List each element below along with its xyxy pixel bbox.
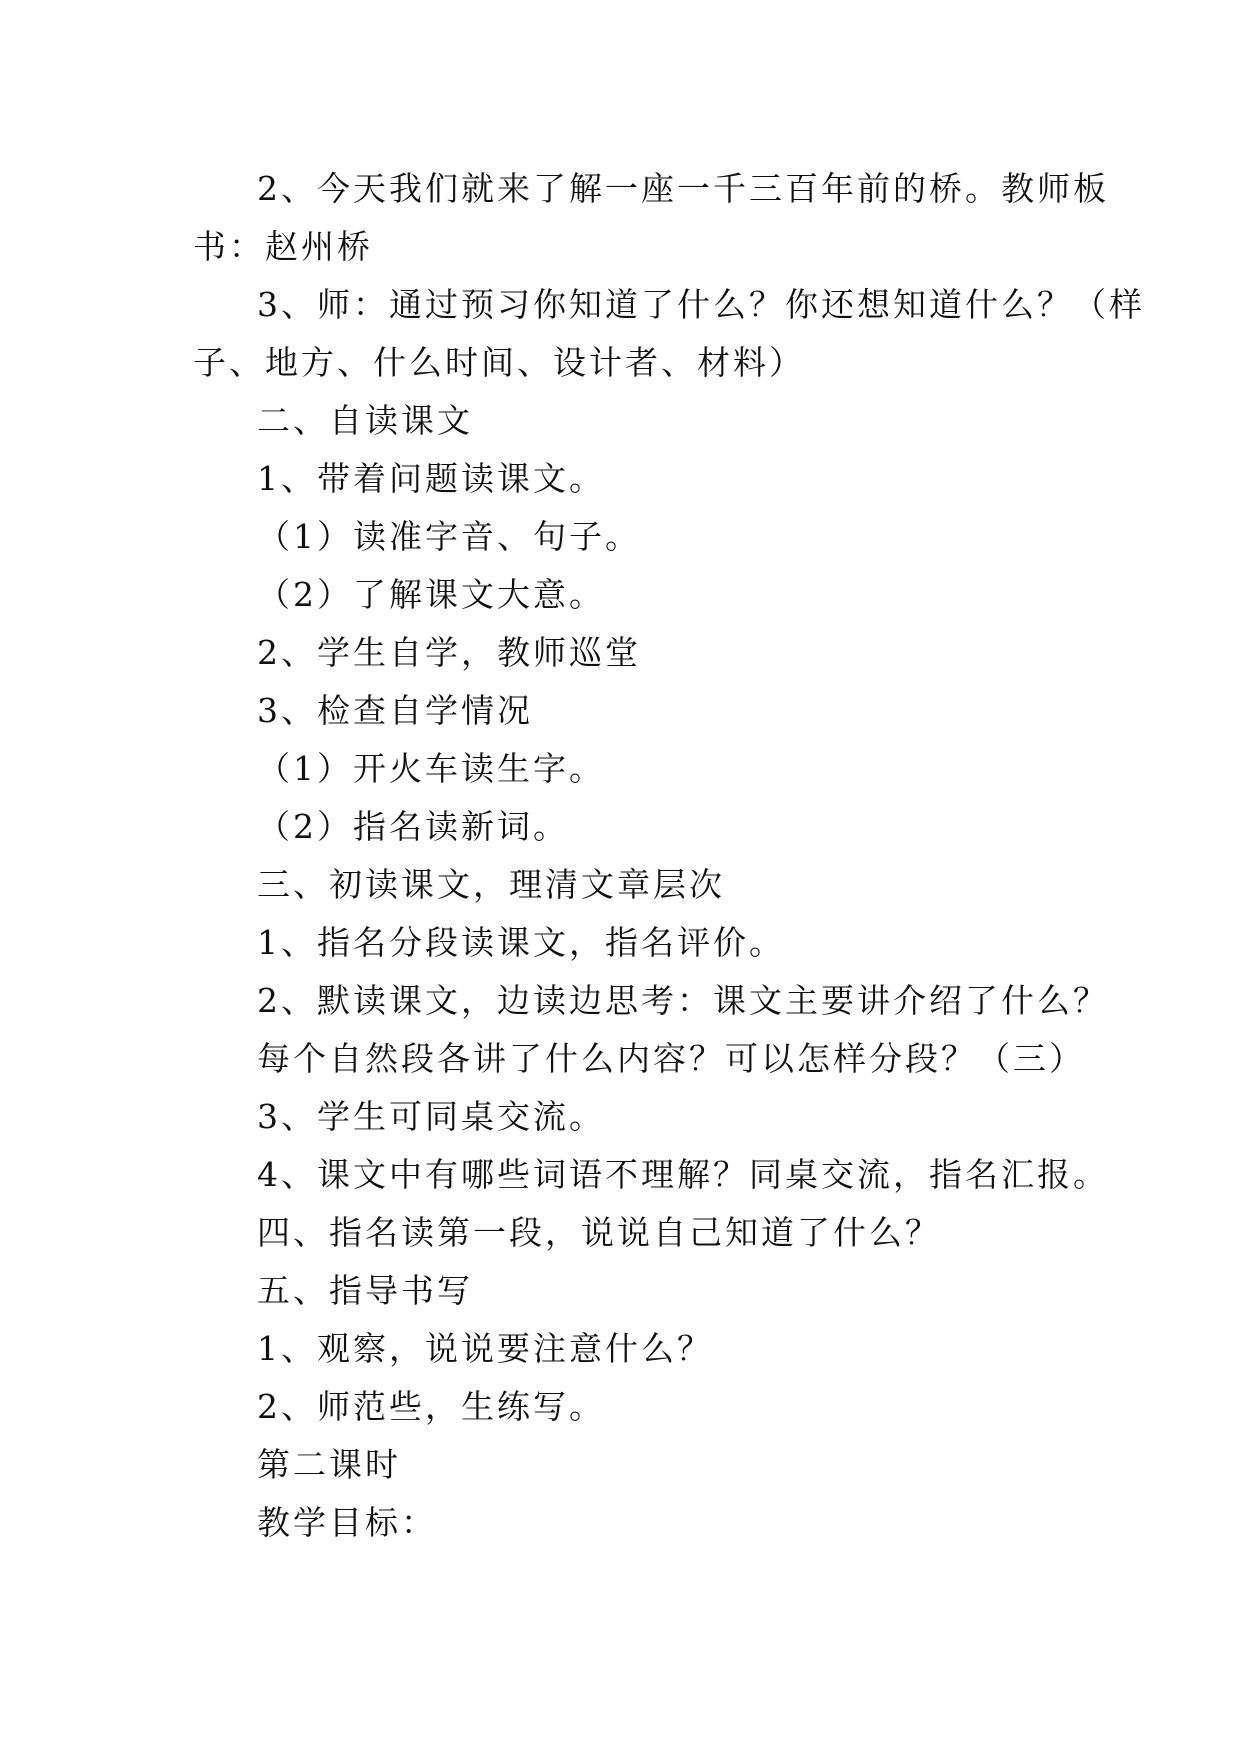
text-line: 1、观察，说说要注意什么？ [257, 1329, 713, 1368]
text-line: （1）开火车读生字。 [257, 749, 605, 788]
lesson-heading: 第二课时 [257, 1445, 401, 1484]
text-line: 子、地方、什么时间、设计者、材料） [193, 343, 805, 382]
text-line: （2）指名读新词。 [257, 807, 569, 846]
document-body [193, 160, 1145, 1552]
text-line: 2、默读课文，边读边思考：课文主要讲介绍了什么？ [257, 981, 1109, 1020]
section-heading: 五、指导书写 [257, 1271, 473, 1310]
text-line: 3、师：通过预习你知道了什么？你还想知道什么？（样 [257, 285, 1145, 324]
text-line: 2、师范些，生练写。 [257, 1387, 605, 1426]
section-heading: 四、指名读第一段，说说自己知道了什么？ [257, 1213, 941, 1252]
text-line: 1、指名分段读课文，指名评价。 [257, 923, 785, 962]
text-line: 4、课文中有哪些词语不理解？同桌交流，指名汇报。 [257, 1155, 1109, 1194]
text-line: 3、检查自学情况 [257, 691, 533, 730]
text-line: 2、学生自学，教师巡堂 [257, 633, 641, 672]
section-heading: 三、初读课文，理清文章层次 [257, 865, 725, 904]
text-line: 3、学生可同桌交流。 [257, 1097, 605, 1136]
text-line: （1）读准字音、句子。 [257, 517, 641, 556]
section-heading: 二、自读课文 [257, 401, 473, 440]
text-line: （2）了解课文大意。 [257, 575, 605, 614]
text-line: 1、带着问题读课文。 [257, 459, 605, 498]
text-line: 每个自然段各讲了什么内容？可以怎样分段？（三） [257, 1039, 1085, 1078]
text-line: 教学目标： [257, 1503, 437, 1542]
text-line: 2、今天我们就来了解一座一千三百年前的桥。教师板 [257, 169, 1109, 208]
text-line: 书：赵州桥 [193, 227, 373, 266]
